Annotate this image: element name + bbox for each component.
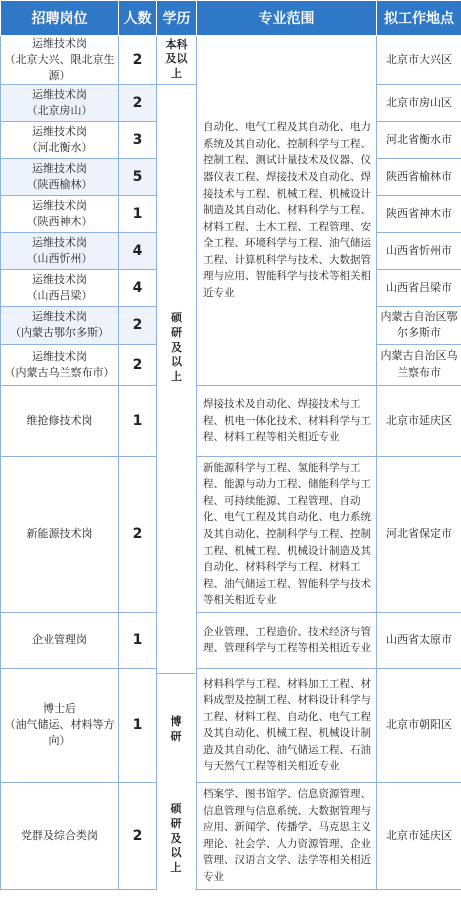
location-cell: 北京市大兴区 bbox=[377, 36, 461, 85]
count-cell: 2 bbox=[119, 306, 157, 344]
count-cell: 2 bbox=[119, 344, 157, 385]
position-name: 新能源技术岗 bbox=[26, 527, 93, 541]
position-detail: （北京大兴、限北京生源） bbox=[4, 52, 115, 82]
position-detail: （陕西榆林） bbox=[26, 177, 93, 191]
position-name: 企业管理岗 bbox=[32, 633, 87, 647]
location-cell: 内蒙古自治区乌兰察布市 bbox=[377, 344, 461, 385]
position-name: 运维技术岗 bbox=[32, 349, 87, 363]
position-cell bbox=[1, 158, 119, 195]
count-cell: 2 bbox=[119, 456, 157, 612]
education-overlay-phd bbox=[157, 673, 195, 787]
header-education: 学历 bbox=[157, 1, 197, 36]
position-cell bbox=[1, 385, 119, 456]
major-cell-mgmt: 企业管理、工程造价、技术经济与管理、管理科学与工程等相关相近专业 bbox=[197, 612, 377, 668]
header-major: 专业范围 bbox=[197, 1, 377, 36]
location-cell: 北京市朝阳区 bbox=[377, 668, 461, 782]
major-cell-repair: 焊接技术及自动化、焊接技术与工程、机电一体化技术、材料科学与工程、材料工程等相关相近专业 bbox=[197, 385, 377, 456]
major-cell-party: 档案学、图书馆学、信息资源管理、信息管理与信息系统、大数据管理与应用、新闻学、传播学、马克思主义理论、社会学、人力资源管理、企业管理、汉语言文学、法学等相关相近专业 bbox=[197, 782, 377, 889]
position-detail: （内蒙古乌兰察布市） bbox=[4, 365, 115, 379]
position-detail: （山西吕梁） bbox=[26, 288, 93, 302]
position-cell bbox=[1, 612, 119, 668]
count-cell: 2 bbox=[119, 36, 157, 85]
count-cell: 2 bbox=[119, 782, 157, 889]
position-name: 运维技术岗 bbox=[32, 37, 87, 50]
position-name: 运维技术岗 bbox=[32, 272, 87, 286]
education-cell bbox=[157, 36, 197, 85]
location-cell: 河北省衡水市 bbox=[377, 121, 461, 158]
position-cell bbox=[1, 84, 119, 121]
location-cell: 河北省保定市 bbox=[377, 456, 461, 612]
education-text: 本科及以上 bbox=[165, 37, 188, 81]
position-name: 运维技术岗 bbox=[32, 198, 87, 212]
education-overlay-party bbox=[157, 786, 195, 892]
count-cell: 5 bbox=[119, 158, 157, 195]
count-cell: 4 bbox=[119, 269, 157, 306]
header-position: 招聘岗位 bbox=[1, 1, 119, 36]
count-cell: 3 bbox=[119, 121, 157, 158]
count-cell: 1 bbox=[119, 195, 157, 232]
position-detail: （北京房山） bbox=[26, 103, 93, 117]
location-cell: 北京市房山区 bbox=[377, 84, 461, 121]
education-master-text-2: 硕研及以上 bbox=[170, 801, 182, 875]
position-cell bbox=[1, 121, 119, 158]
location-cell: 陕西省神木市 bbox=[377, 195, 461, 232]
count-cell: 2 bbox=[119, 84, 157, 121]
position-cell bbox=[1, 232, 119, 269]
location-cell: 山西省吕梁市 bbox=[377, 269, 461, 306]
table-row bbox=[1, 782, 461, 889]
header-location: 拟工作地点 bbox=[377, 1, 461, 36]
position-detail: （山西忻州） bbox=[26, 251, 93, 265]
position-cell bbox=[1, 344, 119, 385]
location-cell: 北京市延庆区 bbox=[377, 385, 461, 456]
header-count: 人数 bbox=[119, 1, 157, 36]
education-text: 硕研及以上 bbox=[171, 310, 182, 384]
position-name: 运维技术岗 bbox=[32, 310, 87, 324]
position-detail: （油气储运、材料等方向） bbox=[4, 718, 115, 748]
position-name: 博士后 bbox=[43, 702, 76, 716]
location-cell: 山西省太原市 bbox=[377, 612, 461, 668]
count-cell: 4 bbox=[119, 232, 157, 269]
position-name: 运维技术岗 bbox=[32, 235, 87, 249]
position-cell bbox=[1, 195, 119, 232]
table-header-row bbox=[1, 1, 461, 36]
position-detail: （河北衡水） bbox=[26, 140, 93, 154]
location-cell: 内蒙古自治区鄂尔多斯市 bbox=[377, 306, 461, 344]
location-cell: 陕西省榆林市 bbox=[377, 158, 461, 195]
position-name: 运维技术岗 bbox=[32, 124, 87, 138]
table-row bbox=[1, 385, 461, 456]
position-cell bbox=[1, 306, 119, 344]
table-row bbox=[1, 456, 461, 612]
position-cell bbox=[1, 269, 119, 306]
position-name: 运维技术岗 bbox=[32, 87, 87, 101]
table-row bbox=[1, 36, 461, 85]
position-cell bbox=[1, 36, 119, 85]
position-name: 运维技术岗 bbox=[32, 161, 87, 175]
count-cell: 1 bbox=[119, 385, 157, 456]
position-detail: （陕西神木） bbox=[26, 214, 93, 228]
count-cell: 1 bbox=[119, 612, 157, 668]
table-row bbox=[1, 668, 461, 782]
position-name: 维抢修技术岗 bbox=[26, 413, 93, 427]
position-cell bbox=[1, 668, 119, 782]
major-cell-ops: 自动化、电气工程及其自动化、电力系统及其自动化、控制科学与工程、控制工程、测试计量技术及仪器、仪器仪表工程、焊接技术及自动化、焊接技术与工程、机械工程、机械设计制造及其自动化、材料科学与工程、材料工程、土木工程、工程管理、安全工程、环境科学与工程、油气储运工程、计算机科学与技术、大数据管理与应用、智能科学与技术等相关相近专业 bbox=[197, 36, 377, 386]
position-cell bbox=[1, 782, 119, 889]
major-cell-postdoc: 材料科学与工程、材料加工工程、材料成型及控制工程、材料设计科学与工程、材料工程、自动化、电气工程及其自动化、机械工程、机械设计制造及其自动化、油气储运工程、石油与天然气工程等相关相近专业 bbox=[197, 668, 377, 782]
position-detail: （内蒙古鄂尔多斯） bbox=[10, 326, 109, 340]
major-cell-newenergy: 新能源科学与工程、氢能科学与工程、能源与动力工程、储能科学与工程、可持续能源、工程管理、自动化、电气工程及其自动化、电力系统及其自动化、控制科学与工程、控制工程、机械工程、机械设计制造及其自动化、材料科学与工程、材料工程、油气储运工程、智能科学与技术等相关相近专业 bbox=[197, 456, 377, 612]
location-cell: 北京市延庆区 bbox=[377, 782, 461, 889]
table-row bbox=[1, 612, 461, 668]
count-cell: 1 bbox=[119, 668, 157, 782]
position-name: 党群及综合类岗 bbox=[21, 828, 98, 842]
education-phd-text: 博研 bbox=[170, 715, 182, 743]
location-cell: 山西省忻州市 bbox=[377, 232, 461, 269]
position-cell bbox=[1, 456, 119, 612]
